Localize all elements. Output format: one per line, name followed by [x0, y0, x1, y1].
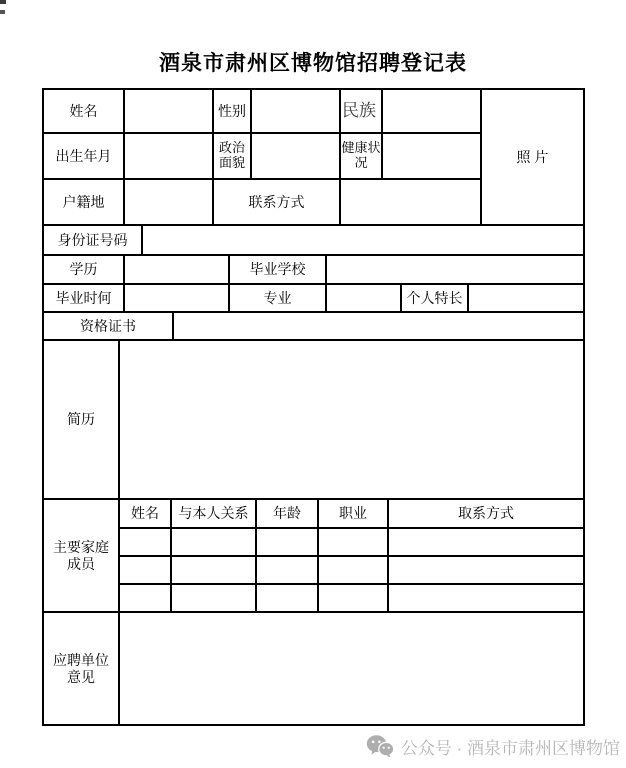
specialty-label: 个人特长: [402, 285, 469, 313]
family-empty-row: [120, 585, 585, 613]
contact-label: 联系方式: [214, 180, 341, 226]
table-row: [44, 313, 585, 341]
health-status-label: 健康状况: [341, 134, 383, 180]
empty-cell: [389, 557, 585, 585]
page-title: 酒泉市肃州区博物馆招聘登记表: [159, 51, 467, 75]
family-empty-row: [120, 557, 585, 585]
id-number-value-cell: [143, 226, 585, 256]
name-value-cell: [125, 90, 214, 134]
certificate-label: 资格证书: [44, 313, 174, 341]
table-row: [44, 256, 585, 285]
opinion-value-cell: [120, 613, 585, 726]
empty-cell: [319, 557, 389, 585]
specialty-value-cell: [469, 285, 585, 313]
family-col-age: 年龄: [257, 500, 319, 529]
health-status-value-cell: [383, 134, 482, 180]
graduation-time-value-cell: [125, 285, 230, 313]
name-label: 姓名: [44, 90, 125, 134]
empty-cell: [172, 585, 257, 613]
watermark: [366, 733, 620, 759]
corner-artifact: [0, 0, 6, 4]
empty-cell: [319, 585, 389, 613]
table-row: [44, 285, 585, 313]
major-label: 专业: [230, 285, 327, 313]
family-col-name: 姓名: [120, 500, 172, 529]
ethnicity-value-cell: [383, 90, 482, 134]
political-status-label: 政治面貌: [214, 134, 252, 180]
political-status-value-cell: [252, 134, 341, 180]
certificate-value-cell: [174, 313, 585, 341]
empty-cell: [172, 557, 257, 585]
education-value-cell: [125, 256, 230, 285]
family-label: 主要家庭成员: [44, 500, 120, 613]
empty-cell: [257, 585, 319, 613]
resume-label: 简历: [44, 341, 120, 500]
school-value-cell: [327, 256, 585, 285]
opinion-label: 应聘单位意见: [44, 613, 120, 726]
empty-cell: [120, 585, 172, 613]
resume-section: [44, 341, 585, 500]
recruitment-form-table: [42, 88, 585, 726]
family-header-row: [120, 500, 585, 529]
empty-cell: [319, 529, 389, 557]
table-row: [44, 180, 482, 226]
table-row: [44, 90, 482, 134]
gender-label: 性别: [214, 90, 252, 134]
birthdate-label: 出生年月: [44, 134, 125, 180]
family-section: [44, 500, 585, 613]
watermark-text: 公众号 · 酒泉市肃州区博物馆: [400, 738, 620, 758]
family-col-relation: 与本人关系: [172, 500, 257, 529]
personal-info-section: [44, 90, 585, 226]
empty-cell: [120, 529, 172, 557]
family-empty-row: [120, 529, 585, 557]
wechat-icon: [366, 734, 394, 758]
school-label: 毕业学校: [230, 256, 327, 285]
residence-label: 户籍地: [44, 180, 125, 226]
gender-value-cell: [252, 90, 341, 134]
corner-artifact: [0, 10, 5, 14]
contact-value-cell: [341, 180, 482, 226]
birthdate-value-cell: [125, 134, 214, 180]
id-number-label: 身份证号码: [44, 226, 143, 256]
photo-cell: 照 片: [482, 90, 585, 226]
family-col-contact: 取系方式: [389, 500, 585, 529]
family-col-occupation: 职业: [319, 500, 389, 529]
opinion-section: [44, 613, 585, 726]
ethnicity-label: 民族: [341, 90, 383, 134]
empty-cell: [257, 529, 319, 557]
table-row: [44, 226, 585, 256]
resume-value-cell: [120, 341, 585, 500]
empty-cell: [257, 557, 319, 585]
empty-cell: [172, 529, 257, 557]
empty-cell: [120, 557, 172, 585]
education-label: 学历: [44, 256, 125, 285]
empty-cell: [389, 585, 585, 613]
graduation-time-label: 毕业时何: [44, 285, 125, 313]
residence-value-cell: [125, 180, 214, 226]
major-value-cell: [327, 285, 402, 313]
empty-cell: [389, 529, 585, 557]
table-row: [44, 134, 482, 180]
